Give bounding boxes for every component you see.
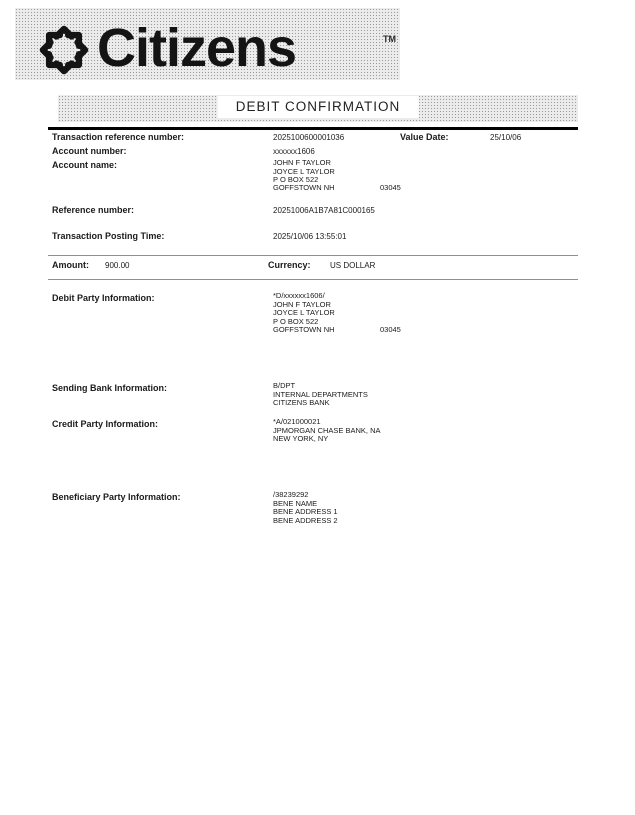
- citizens-snowflake-icon: [37, 21, 91, 79]
- beneficiary-party-label: Beneficiary Party Information:: [52, 492, 181, 502]
- header-divider: [48, 127, 578, 130]
- currency-value: US DOLLAR: [330, 261, 376, 270]
- credit-party-line: JPMORGAN CHASE BANK, NA: [273, 425, 381, 435]
- debit-party-zip: 03045: [380, 325, 401, 334]
- account-name-city: GOFFSTOWN NH: [273, 183, 335, 192]
- transaction-reference-value: 2025100600001036: [273, 133, 345, 142]
- credit-party-line: *A/021000021: [273, 417, 321, 426]
- account-name-label: Account name:: [52, 160, 118, 170]
- sending-bank-line: INTERNAL DEPARTMENTS: [273, 389, 368, 399]
- debit-party-block: [273, 292, 335, 326]
- debit-party-line: JOHN F TAYLOR: [273, 299, 331, 309]
- currency-label: Currency:: [268, 260, 311, 270]
- document-title: DEBIT CONFIRMATION: [218, 96, 419, 118]
- reference-number-value: 20251006A1B7A81C000165: [273, 206, 375, 215]
- credit-party-line: NEW YORK, NY: [273, 434, 329, 443]
- posting-time-label: Transaction Posting Time:: [52, 231, 165, 241]
- sending-bank-line: CITIZENS BANK: [273, 398, 330, 407]
- amount-divider-top: [48, 255, 578, 256]
- beneficiary-party-line: BENE NAME: [273, 498, 318, 508]
- account-name-line: P O BOX 522: [273, 175, 319, 184]
- amount-divider-bottom: [48, 279, 578, 280]
- debit-party-label: Debit Party Information:: [52, 293, 155, 303]
- value-date-label: Value Date:: [400, 132, 449, 142]
- brand-wordmark: Citizens: [97, 18, 297, 78]
- posting-time-value: 2025/10/06 13:55:01: [273, 232, 347, 241]
- debit-party-line: P O BOX 522: [273, 316, 319, 326]
- beneficiary-party-block: [273, 491, 338, 525]
- credit-party-label: Credit Party Information:: [52, 419, 159, 429]
- title-band: [58, 95, 578, 122]
- trademark-symbol: TM: [383, 34, 396, 44]
- logo-band: [15, 8, 400, 80]
- account-name-line: JOHN F TAYLOR: [273, 158, 331, 167]
- value-date-value: 25/10/06: [490, 133, 522, 142]
- amount-label: Amount:: [52, 260, 89, 270]
- beneficiary-party-line: BENE ADDRESS 1: [273, 507, 338, 516]
- debit-party-line: JOYCE L TAYLOR: [273, 308, 335, 317]
- transaction-reference-label: Transaction reference number:: [52, 132, 185, 142]
- beneficiary-party-line: BENE ADDRESS 2: [273, 515, 338, 525]
- beneficiary-party-line: /38239292: [273, 490, 309, 499]
- debit-party-city: GOFFSTOWN NH: [273, 325, 335, 334]
- sending-bank-label: Sending Bank Information:: [52, 383, 168, 393]
- sending-bank-block: [273, 382, 368, 408]
- credit-party-block: [273, 418, 381, 444]
- account-number-value: xxxxxx1606: [273, 147, 315, 156]
- sending-bank-line: B/DPT: [273, 381, 296, 390]
- account-name-line: JOYCE L TAYLOR: [273, 166, 335, 176]
- account-name-zip: 03045: [380, 183, 401, 192]
- reference-number-label: Reference number:: [52, 205, 135, 215]
- amount-value: 900.00: [105, 261, 130, 270]
- debit-party-line: *D/xxxxxx1606/: [273, 291, 325, 300]
- account-name-block: [273, 159, 335, 185]
- account-number-label: Account number:: [52, 146, 127, 156]
